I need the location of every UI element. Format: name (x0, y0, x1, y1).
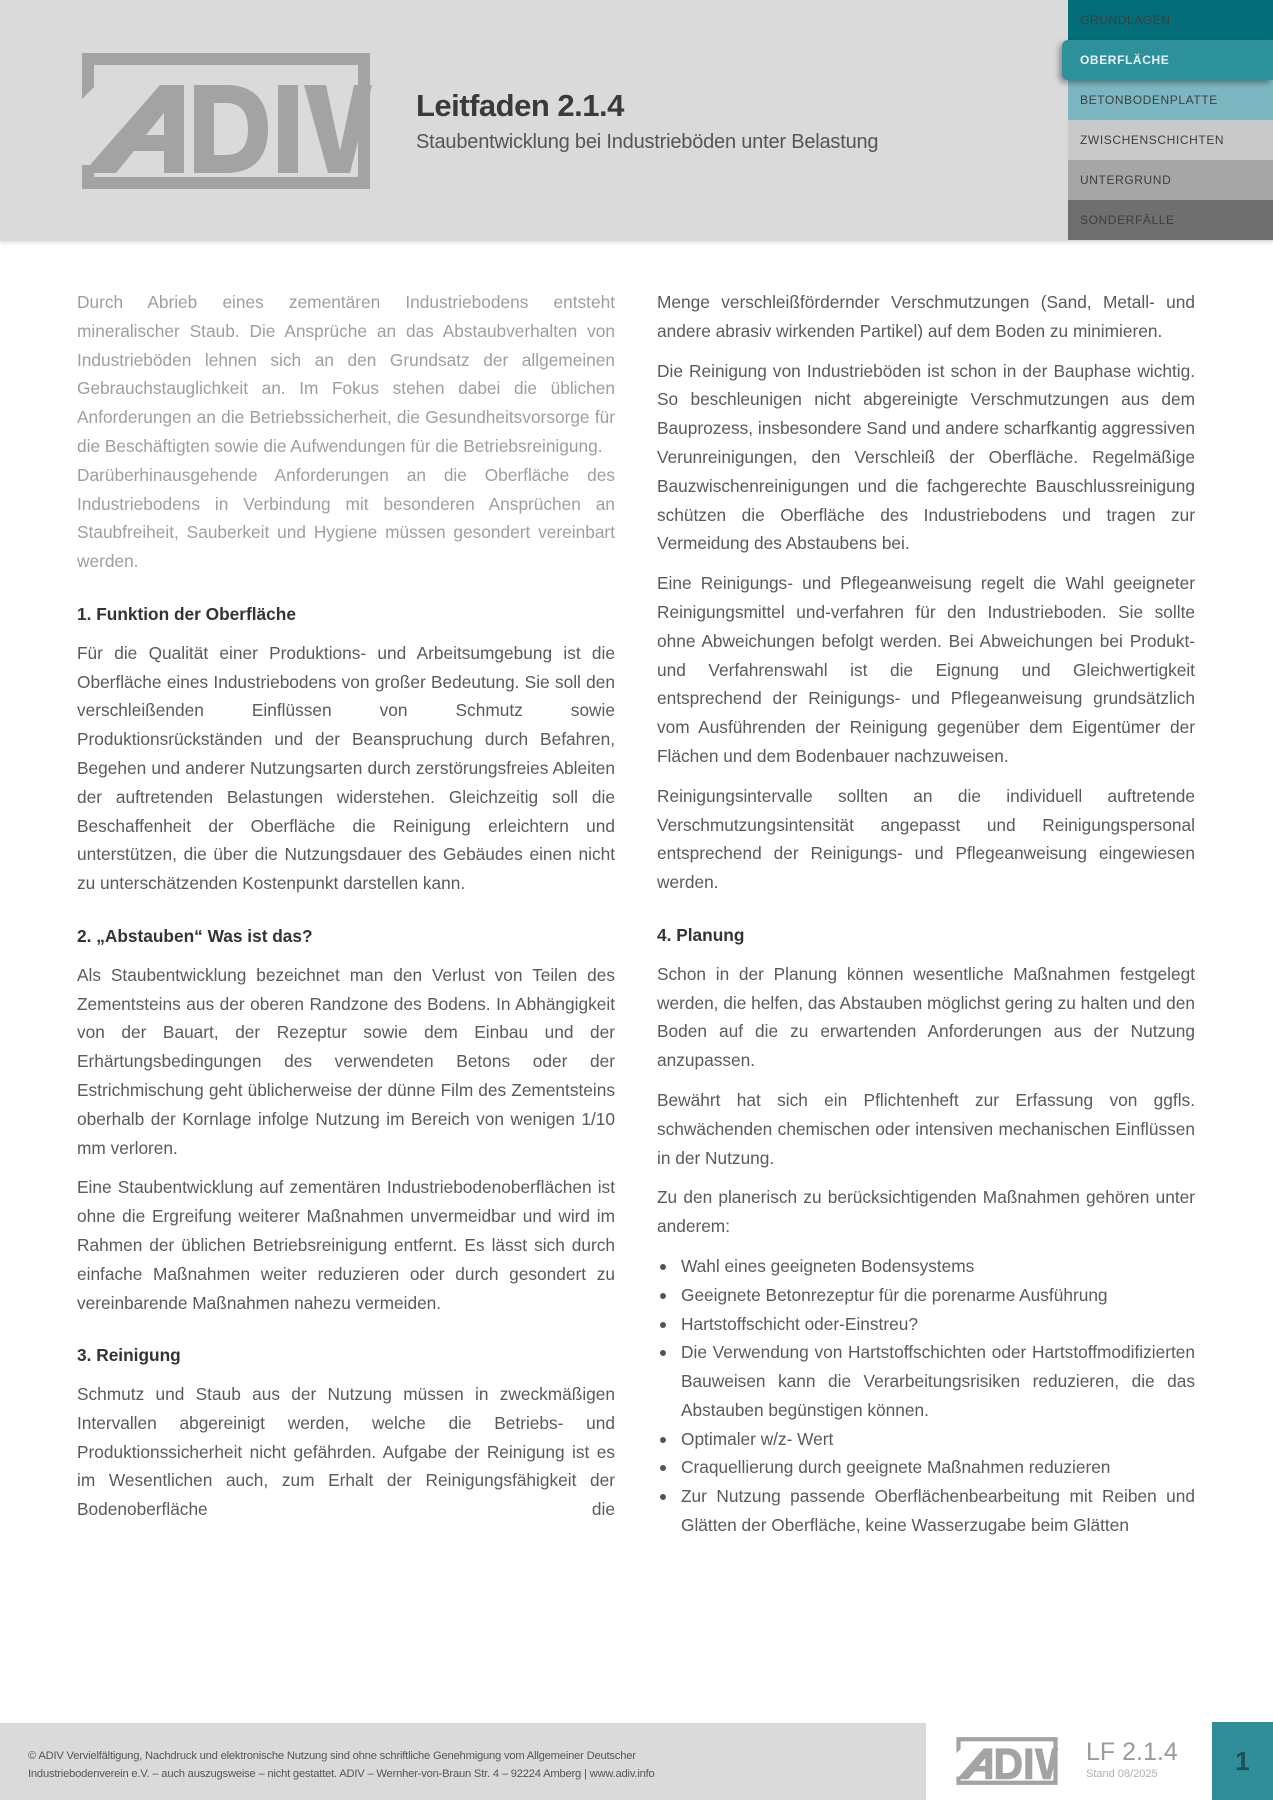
paragraph: Eine Staubentwicklung auf zementären Industriebodenoberflächen ist ohne die Ergreifung weiterer Maßnahmen unvermeidbar und wird im Rahmen der üblichen Betriebsreinigung entfernt. Es lässt sich durch einfache Maßnahmen weiter reduzieren oder durch gesondert zu vereinbarende Maßnahmen nahezu vermeiden. (77, 1177, 615, 1313)
footer-adiv-logo (954, 1735, 1060, 1787)
intro-paragraph: Darüberhinausgehende Anforderungen an die Oberfläche des Industriebodens in Verbindung mit besonderen Ansprüchen an Staubfreiheit, Sauberkeit und Hygiene müssen gesondert vereinbart werden. (77, 464, 615, 572)
paragraph: Als Staubentwicklung bezeichnet man den Verlust von Teilen des Zementsteins aus der oberen Randzone des Bodens. In Abhängigkeit von der Bauart, der Rezeptur sowie dem Einbau und der Erhärtungsbedingungen des verwendeten Betons oder der Estrichmischung geht üblicherweise der dünne Film des Zementsteins oberhalb der Kornlage infolge Nutzung im Bereich von wenigen 1/10 mm verloren. (77, 964, 615, 1158)
measures-list (657, 1252, 1195, 1540)
chapter-nav (1068, 0, 1273, 241)
list-item: Geeignete Betonrezeptur für die porenarme Ausführung (681, 1281, 1195, 1310)
nav-item-oberflaeche[interactable]: OBERFLÄCHE (1062, 40, 1273, 80)
paragraph: Reinigungsintervalle sollten an die individuell auftretende Verschmutzungsintensität angepasst und Reinigungspersonal entsprechend der Reinigungs- und Pflegeanweisung eingewiesen werden. (657, 785, 1195, 893)
doc-date: Stand 08/2025 (1086, 1768, 1158, 1780)
list-item: Hartstoffschicht oder-Einstreu? (681, 1310, 1195, 1339)
doc-subtitle: Staubentwicklung bei Industrieböden unter Belastung (416, 131, 879, 153)
paragraph: Zu den planerisch zu berücksichtigenden Maßnahmen gehören unter anderem: (657, 1187, 1195, 1237)
page-number: 1 (1212, 1722, 1273, 1800)
list-item: Zur Nutzung passende Oberflächenbearbeitung mit Reiben und Glätten der Oberfläche, keine Wasserzugabe beim Glätten (681, 1482, 1195, 1540)
list-item: Die Verwendung von Hartstoffschichten oder Hartstoffmodifizierten Bauweisen kann die Verarbeitungsrisiken reduzieren, die das Abstauben begünstigen können. (681, 1338, 1195, 1424)
paragraph: Bewährt hat sich ein Pflichtenheft zur Erfassung von ggfls. schwächenden chemischen oder intensiven mechanischen Einflüssen in der Nutzung. (657, 1089, 1195, 1168)
title-block (416, 88, 878, 154)
nav-item-grundlagen[interactable]: GRUNDLAGEN (1068, 0, 1273, 40)
section-heading: 4. Planung (657, 924, 745, 945)
copyright-notice (28, 1747, 908, 1783)
paragraph: Schon in der Planung können wesentliche Maßnahmen festgelegt werden, die helfen, das Abstauben möglichst gering zu halten und den Boden auf die zu erwartenden Anforderungen aus der Nutzung anzupassen. (657, 963, 1196, 1071)
paragraph: Für die Qualität einer Produktions- und Arbeitsumgebung ist die Oberfläche eines Industriebodens von großer Bedeutung. Sie soll den verschleißenden Einflüssen von Schmutz sowie Produktionsrückständen und der Beanspruchung durch Befahren, Begehen und anderer Nutzungsarten durch zerstörungsfreies Ableiten der auftretenden Belastungen widerstehen. Gleichzeitig soll die Beschaffenheit der Oberfläche die Reinigung erleichtern und unterstützen, die über die Nutzungsdauer des Gebäudes einen nicht zu unterschätzenden Kostenpunkt darstellen kann. (77, 642, 615, 894)
list-item: Optimaler w/z- Wert (681, 1425, 1195, 1454)
doc-code: LF 2.1.4 (1086, 1738, 1178, 1766)
paragraph: Menge verschleißfördernder Verschmutzungen (Sand, Metall- und andere abrasiv wirkenden Partikel) auf dem Boden zu minimieren. (657, 292, 1195, 341)
left-column (77, 288, 615, 1535)
section-heading: 1. Funktion der Oberfläche (77, 603, 296, 624)
nav-item-sonderfaelle[interactable]: SONDERFÄLLE (1068, 200, 1273, 240)
footer-panel (0, 1723, 926, 1800)
intro-text (77, 288, 615, 576)
nav-item-zwischenschichten[interactable]: ZWISCHENSCHICHTEN (1068, 120, 1273, 160)
copyright-line: © ADIV Vervielfältigung, Nachdruck und elektronische Nutzung sind ohne schriftliche Genehmigung vom Allgemeiner Deutscher (28, 1750, 636, 1762)
list-item: Craquellierung durch geeignete Maßnahmen reduzieren (681, 1453, 1195, 1482)
intro-paragraph: Durch Abrieb eines zementären Industriebodens entsteht mineralischer Staub. Die Ansprüche an das Abstaubverhalten von Industrieböden lehnen sich an den Grundsatz der allgemeinen Gebrauchstauglichkeit an. Im Fokus stehen dabei die üblichen Anforderungen an die Betriebssicherheit, die Gesundheitsvorsorge für die Beschäftigten sowie die Aufwendungen für die Betriebsreinigung. (77, 292, 615, 456)
page-header (0, 0, 1273, 241)
right-column (657, 288, 1195, 1540)
adiv-logo (76, 47, 376, 195)
section-heading: 3. Reinigung (77, 1345, 181, 1366)
list-item: Wahl eines geeigneten Bodensystems (681, 1252, 1195, 1281)
section-heading: 2. „Abstauben“ Was ist das? (77, 925, 313, 946)
doc-title: Leitfaden 2.1.4 (416, 88, 624, 123)
nav-item-untergrund[interactable]: UNTERGRUND (1068, 160, 1273, 200)
paragraph: Schmutz und Staub aus der Nutzung müssen in zweckmäßigen Intervallen abgereinigt werden, welche die Betriebs- und Produktionssicherheit nicht gefährden. Aufgabe der Reinigung ist es im Wesentlichen auch, zum Erhalt der Reinigungsfähigkeit der Bodenoberfläche die (77, 1384, 615, 1520)
paragraph: Die Reinigung von Industrieböden ist schon in der Bauphase wichtig. So beschleunigen nicht abgereinigte Verschmutzungen aus dem Bauprozess, insbesondere Sand und andere scharfkantig aggressiven Verunreinigungen, den Verschleiß der Oberfläche. Regelmäßige Bauzwischenreinigungen und die fachgerechte Bauschlussreinigung schützen die Oberfläche des Industriebodens und tragen zur Vermeidung des Abstaubens bei. (657, 360, 1195, 554)
paragraph: Eine Reinigungs- und Pflegeanweisung regelt die Wahl geeigneter Reinigungsmittel und-verfahren für den Industrieboden. Sie sollte ohne Abweichungen befolgt werden. Bei Abweichungen bei Produkt- und Verfahrenswahl ist die Eignung und Gleichwertigkeit entsprechend der Reinigungs- und Pflegeanweisung grundsätzlich vom Ausführenden der Reinigung gegenüber dem Eigentümer der Flächen und dem Bodenbauer nachzuweisen. (657, 573, 1195, 766)
nav-item-betonbodenplatte[interactable]: BETONBODENPLATTE (1068, 80, 1273, 120)
copyright-line: Industriebodenverein e.V. – auch auszugsweise – nicht gestattet. ADIV – Wernher-von-Braun Str. 4 – 92224 Amberg | www.adiv.info (28, 1768, 655, 1780)
